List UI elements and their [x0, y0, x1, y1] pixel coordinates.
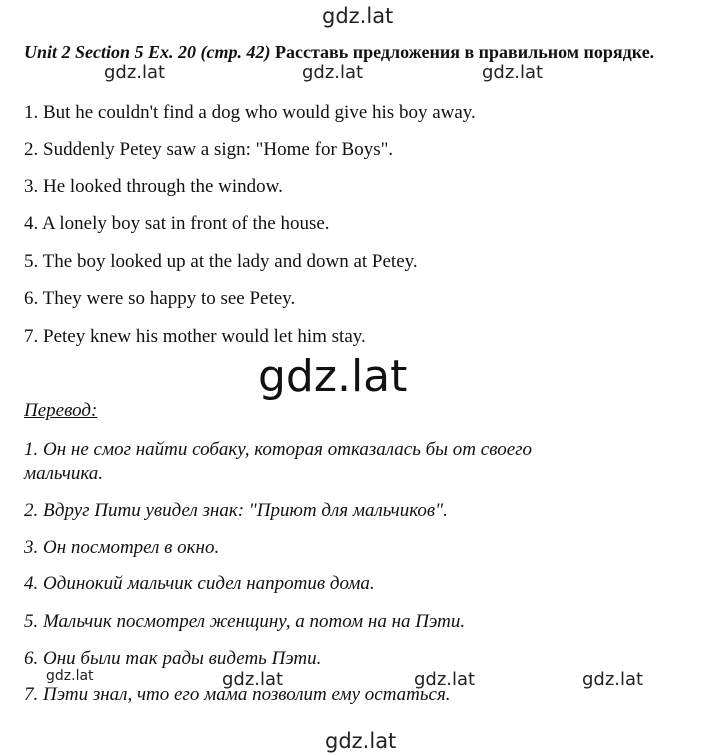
watermark-bottom-2: gdz.lat: [222, 669, 284, 690]
translation-line-7: 7. Пэти знал, что его мама позволит ему остаться.: [24, 684, 451, 705]
watermark-top: gdz.lat: [322, 4, 394, 28]
translation-title: Перевод:: [24, 400, 98, 421]
watermark-bottom-3: gdz.lat: [414, 669, 476, 690]
sentence-2: 2. Suddenly Petey saw a sign: "Home for Boys".: [24, 139, 394, 160]
watermark-bottom-1: gdz.lat: [46, 668, 94, 684]
sentence-1: 1. But he couldn't find a dog who would give his boy away.: [24, 102, 476, 123]
translation-line-3: 3. Он посмотрел в окно.: [24, 537, 220, 558]
translation-line-4: 4. Одинокий мальчик сидел напротив дома.: [24, 573, 375, 594]
sentence-7: 7. Petey knew his mother would let him stay.: [24, 326, 366, 347]
translation-line-2: 2. Вдруг Пити увидел знак: "Приют для мальчиков".: [24, 500, 448, 521]
watermark-heading-3: gdz.lat: [482, 62, 544, 83]
translation-line-6: 6. Они были так рады видеть Пэти.: [24, 648, 322, 669]
exercise-task: Расставь предложения в правильном порядке.: [270, 42, 655, 62]
watermark-bottom: gdz.lat: [325, 729, 397, 753]
sentence-3: 3. He looked through the window.: [24, 176, 283, 197]
sentence-6: 6. They were so happy to see Petey.: [24, 288, 296, 309]
watermark-heading-1: gdz.lat: [104, 62, 166, 83]
sentence-4: 4. A lonely boy sat in front of the house.: [24, 213, 330, 234]
translation-line-1: 1. Он не смог найти собаку, которая отказалась бы от своего мальчика.: [24, 439, 533, 484]
watermark-large: gdz.lat: [258, 351, 408, 402]
watermark-heading-2: gdz.lat: [302, 62, 364, 83]
watermark-bottom-4: gdz.lat: [582, 669, 644, 690]
sentence-5: 5. The boy looked up at the lady and down at Petey.: [24, 251, 418, 272]
translation-line-5: 5. Мальчик посмотрел женщину, а потом на на Пэти.: [24, 611, 466, 632]
exercise-reference: Unit 2 Section 5 Ex. 20 (стр. 42): [24, 42, 271, 62]
